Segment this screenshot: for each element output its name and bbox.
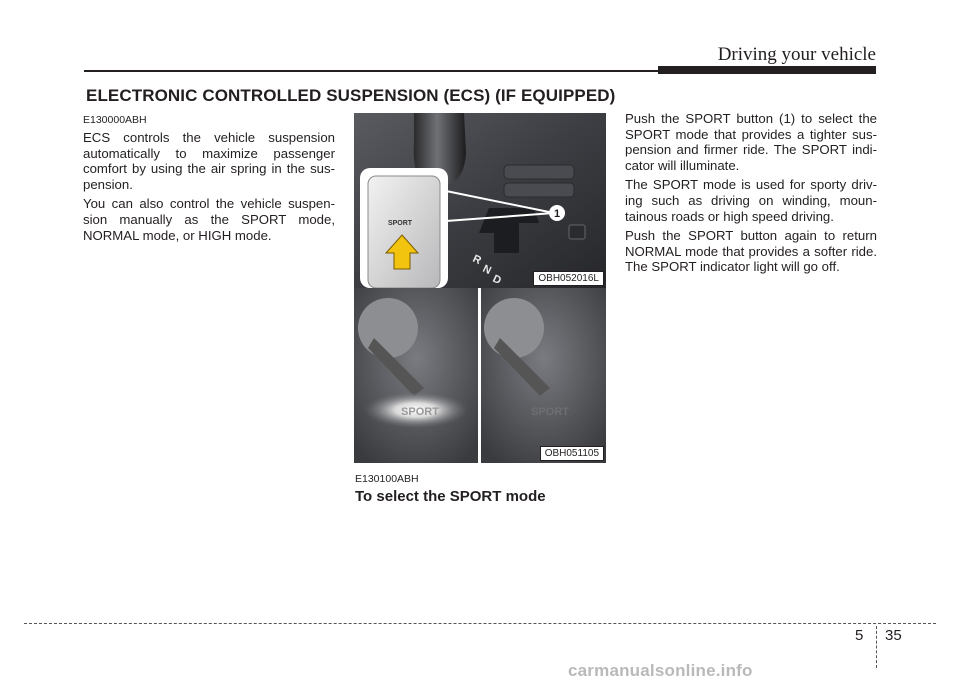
section-code: E130000ABH bbox=[83, 114, 147, 126]
sport-paragraph-3: Push the SPORT button again to return NORMAL mode that provides a softer ride. The SPORT indicator light will go off. bbox=[625, 228, 877, 275]
sport-paragraph-1: Push the SPORT button (1) to select the SPORT mode that provides a tighter sus-pension and firmer ride. The SPORT indi-cator will illuminate. bbox=[625, 111, 877, 173]
figure-label-top: OBH052016L bbox=[533, 271, 604, 286]
watermark: carmanualsonline.info bbox=[568, 661, 753, 680]
callout-number: 1 bbox=[553, 208, 561, 220]
subsection-code: E130100ABH bbox=[355, 473, 419, 485]
figure-label-bottom: OBH051105 bbox=[540, 446, 604, 461]
sport-button-text: SPORT bbox=[387, 220, 413, 227]
right-column bbox=[625, 111, 877, 275]
sport-paragraph-2: The SPORT mode is used for sporty driv-ing such as driving on winding, moun-tainous roads or high speed driving. bbox=[625, 177, 877, 224]
console-illustration bbox=[354, 113, 606, 288]
running-header-title: Driving your vehicle bbox=[717, 44, 876, 65]
page-number: 35 bbox=[885, 627, 902, 644]
footer-rule bbox=[24, 623, 936, 624]
page-number-divider bbox=[876, 626, 877, 668]
figure-sport-indicator bbox=[354, 288, 606, 463]
indicator-illustration bbox=[354, 288, 606, 463]
sport-indicator-on-text: SPORT bbox=[401, 406, 439, 418]
gear-letter-d: D bbox=[490, 272, 504, 288]
header-rule bbox=[84, 70, 660, 72]
section-title: ELECTRONIC CONTROLLED SUSPENSION (ECS) (IF EQUIPPED) bbox=[86, 86, 616, 105]
gear-letter-r: R bbox=[470, 252, 484, 268]
intro-paragraph-1: ECS controls the vehicle suspension automatically to maximize passenger comfort by using the air spring in the sus-pension. bbox=[83, 130, 335, 192]
page-section-number: 5 bbox=[855, 627, 864, 644]
gear-letter-n: N bbox=[480, 262, 494, 278]
subsection-heading: To select the SPORT mode bbox=[355, 488, 546, 505]
intro-paragraph-2: You can also control the vehicle suspen-sion manually as the SPORT mode, NORMAL mode, or HIGH mode. bbox=[83, 196, 335, 243]
figure-sport-button bbox=[354, 113, 606, 288]
header-bar bbox=[658, 66, 876, 74]
sport-indicator-off-text: SPORT bbox=[531, 406, 569, 418]
left-column bbox=[83, 114, 335, 243]
